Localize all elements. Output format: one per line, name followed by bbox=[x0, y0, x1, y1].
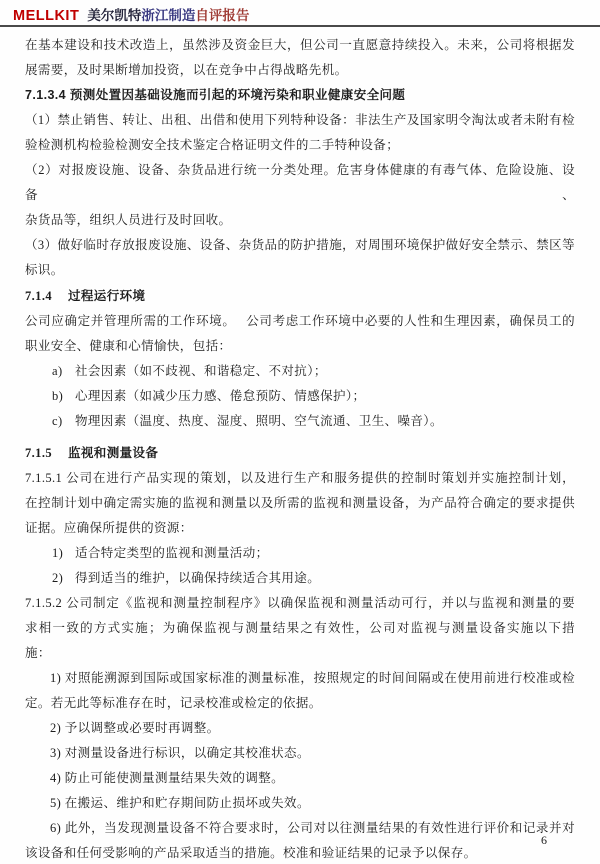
paragraph bbox=[25, 591, 575, 666]
list-item-text: 得到适当的维护，以确保持续适合其用途。 bbox=[75, 571, 321, 585]
list-item bbox=[25, 541, 575, 566]
text-line: 职业安全、健康和心情愉快，包括： bbox=[25, 339, 232, 353]
section-number: 7.1.4 bbox=[25, 289, 52, 303]
header-divider-rule bbox=[0, 25, 600, 27]
list-item bbox=[25, 384, 575, 409]
list-marker: b) bbox=[52, 389, 64, 403]
text-line: 杂货品等，组织人员进行及时回收。 bbox=[25, 213, 232, 227]
paragraph bbox=[25, 233, 575, 283]
list-marker: a) bbox=[52, 364, 63, 378]
report-title-cn: 自评报告 bbox=[195, 8, 250, 23]
text-line: 7.1.5.2 公司制定《监视和测量控制程序》以确保监视和测量活动可行，并以与监视和测量的要 bbox=[25, 596, 575, 610]
section-heading: 7.1.3.4 预测处置因基础设施而引起的环境污染和职业健康安全问题 bbox=[25, 88, 406, 102]
list-item bbox=[25, 816, 575, 864]
text-line: 7.1.5.1 公司在进行产品实现的策划，以及进行生产和服务提供的控制时策划并实施控制计划， bbox=[25, 471, 575, 485]
list-marker: 1) bbox=[52, 546, 64, 560]
list-marker: 2) bbox=[52, 571, 64, 585]
section-heading bbox=[25, 283, 575, 309]
list-item bbox=[25, 666, 575, 716]
text-line: 定。若无此等标准存在时，记录校准或检定的依据。 bbox=[25, 696, 322, 710]
paragraph bbox=[25, 33, 575, 83]
text-line: （1）禁止销售、转让、出租、出借和使用下列特种设备：非法生产及国家明令淘汰或者未附有检 bbox=[25, 113, 575, 127]
paragraph bbox=[25, 158, 575, 233]
section-number: 7.1.5 bbox=[25, 446, 52, 460]
document-body bbox=[25, 33, 575, 864]
paragraph bbox=[25, 309, 575, 359]
text-line: 在控制计划中确定需实施的监视和测量以及所需的监视和测量设备，为产品符合确定的要求提供 bbox=[25, 496, 575, 510]
text-line: 在基本建设和技术改造上，虽然涉及资金巨大，但公司一直愿意持续投入。未来，公司将根据发 bbox=[25, 38, 575, 52]
list-item-text: 心理因素（如减少压力感、倦怠预防、情感保护）； bbox=[75, 389, 366, 403]
list-item bbox=[25, 741, 575, 766]
text-line: 该设备和任何受影响的产品采取适当的措施。校准和验证结果的记录予以保存。 bbox=[25, 846, 477, 860]
text-line: 5) 在搬运、维护和贮存期间防止损坏或失效。 bbox=[50, 796, 310, 810]
brand-logo-text: MELLKIT bbox=[13, 8, 80, 24]
text-line: 公司应确定并管理所需的工作环境。 公司考虑工作环境中必要的人性和生理因素，确保员工的 bbox=[25, 314, 575, 328]
text-line: 4) 防止可能使测量测量结果失效的调整。 bbox=[50, 771, 285, 785]
text-line: 施： bbox=[25, 646, 51, 660]
section-title: 过程运行环境 bbox=[68, 288, 146, 303]
list-marker: c) bbox=[52, 414, 63, 428]
text-line: 展需要，及时果断增加投资，以在竞争中占得战略先机。 bbox=[25, 63, 348, 77]
section-title: 监视和测量设备 bbox=[68, 445, 159, 460]
list-item-text: 物理因素（温度、热度、湿度、照明、空气流通、卫生、噪音）。 bbox=[75, 414, 443, 428]
text-line: 3) 对测量设备进行标识，以确定其校准状态。 bbox=[50, 746, 310, 760]
text-line: （2）对报废设施、设备、杂货品进行统一分类处理。危害身体健康的有毒气体、危险设施、设备、 bbox=[25, 163, 575, 202]
paragraph bbox=[25, 108, 575, 158]
list-item bbox=[25, 409, 575, 434]
text-line: 1) 对照能溯源到国际或国家标准的测量标准，按照规定的时间间隔或在使用前进行校准或检 bbox=[50, 671, 575, 685]
list-item bbox=[25, 766, 575, 791]
list-item bbox=[25, 791, 575, 816]
list-item bbox=[25, 716, 575, 741]
brand-name-cn: 美尔凯特 bbox=[87, 8, 142, 23]
text-line: 2) 予以调整或必要时再调整。 bbox=[50, 721, 220, 735]
section-heading bbox=[25, 440, 575, 466]
list-item bbox=[25, 359, 575, 384]
text-line: 证据。应确保所提供的资源： bbox=[25, 521, 193, 535]
cert-title-cn: 浙江制造 bbox=[141, 8, 196, 23]
text-line: 6) 此外，当发现测量设备不符合要求时，公司对以往测量结果的有效性进行评价和记录并对 bbox=[50, 821, 575, 835]
text-line: 求相一致的方式实施；为确保监视与测量结果之有效性，公司对监视与测量设备实施以下措 bbox=[25, 621, 575, 635]
list-item-text: 社会因素（如不歧视、和谐稳定、不对抗）； bbox=[75, 364, 327, 378]
list-item-text: 适合特定类型的监视和测量活动； bbox=[75, 546, 269, 560]
page-number: 6 bbox=[541, 833, 547, 847]
list-item bbox=[25, 566, 575, 591]
text-line: 验检测机构检验检测安全技术鉴定合格证明文件的二手特种设备； bbox=[25, 138, 400, 152]
text-line: 标识。 bbox=[25, 263, 64, 277]
page-header bbox=[13, 4, 587, 24]
text-line: （3）做好临时存放报废设施、设备、杂货品的防护措施，对周围环境保护做好安全禁示、禁区等 bbox=[25, 238, 575, 252]
paragraph bbox=[25, 466, 575, 541]
